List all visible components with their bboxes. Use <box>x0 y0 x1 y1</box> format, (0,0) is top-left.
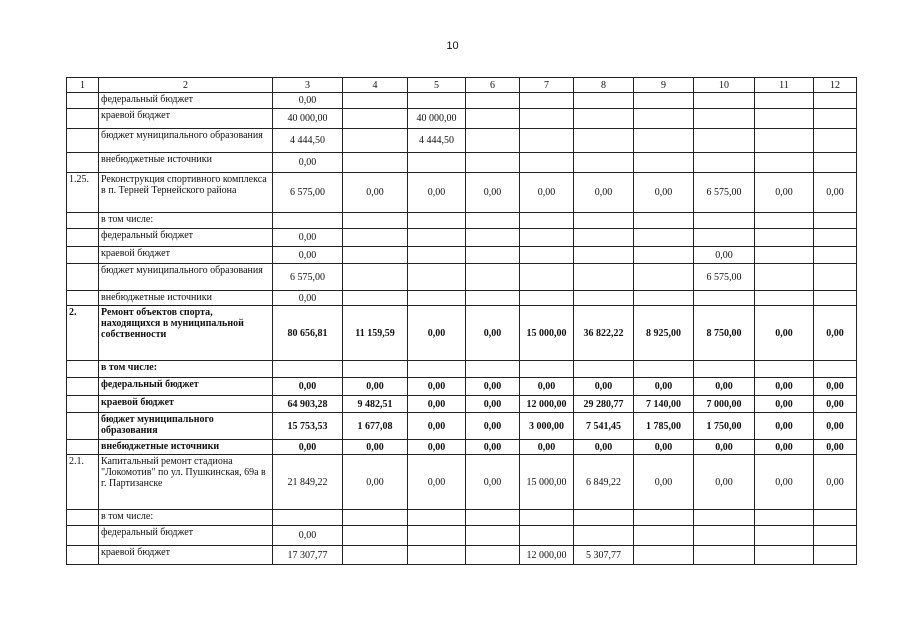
value-cell <box>755 213 814 229</box>
column-header: 8 <box>574 78 634 93</box>
value-cell: 0,00 <box>634 455 694 510</box>
value-cell: 8 925,00 <box>634 306 694 361</box>
value-cell: 5 307,77 <box>574 546 634 565</box>
value-cell: 15 000,00 <box>520 306 574 361</box>
column-header: 4 <box>343 78 408 93</box>
value-cell <box>755 93 814 109</box>
value-cell: 11 159,59 <box>343 306 408 361</box>
value-cell <box>520 291 574 306</box>
row-name-cell: в том числе: <box>99 213 273 229</box>
value-cell <box>466 129 520 153</box>
row-name-cell: Ремонт объектов спорта, находящихся в муниципальной собственности <box>99 306 273 361</box>
value-cell <box>408 361 466 378</box>
value-cell: 0,00 <box>694 378 755 396</box>
value-cell: 0,00 <box>408 378 466 396</box>
value-cell <box>574 526 634 546</box>
value-cell <box>574 109 634 129</box>
value-cell: 0,00 <box>574 440 634 455</box>
value-cell <box>814 229 857 247</box>
row-name-cell: краевой бюджет <box>99 396 273 413</box>
row-index-cell <box>67 229 99 247</box>
value-cell <box>574 291 634 306</box>
row-name-cell: федеральный бюджет <box>99 229 273 247</box>
value-cell <box>408 153 466 173</box>
value-cell: 0,00 <box>755 455 814 510</box>
value-cell <box>634 361 694 378</box>
value-cell <box>574 247 634 264</box>
value-cell: 40 000,00 <box>408 109 466 129</box>
table-row <box>67 546 857 565</box>
value-cell <box>755 129 814 153</box>
value-cell: 0,00 <box>273 378 343 396</box>
value-cell <box>694 153 755 173</box>
value-cell: 0,00 <box>814 378 857 396</box>
row-index-cell <box>67 510 99 526</box>
row-index-cell <box>67 378 99 396</box>
value-cell <box>408 229 466 247</box>
value-cell: 6 849,22 <box>574 455 634 510</box>
value-cell: 29 280,77 <box>574 396 634 413</box>
value-cell <box>466 213 520 229</box>
value-cell <box>343 93 408 109</box>
value-cell: 0,00 <box>408 455 466 510</box>
value-cell <box>343 153 408 173</box>
value-cell: 0,00 <box>694 440 755 455</box>
row-name-cell: краевой бюджет <box>99 247 273 264</box>
value-cell <box>520 93 574 109</box>
value-cell: 0,00 <box>408 173 466 213</box>
value-cell <box>814 213 857 229</box>
value-cell: 21 849,22 <box>273 455 343 510</box>
page-number: 10 <box>446 40 459 52</box>
row-name-cell: бюджет муниципального образования <box>99 264 273 291</box>
table-row <box>67 247 857 264</box>
value-cell <box>814 129 857 153</box>
value-cell <box>466 264 520 291</box>
value-cell <box>574 129 634 153</box>
value-cell <box>814 264 857 291</box>
value-cell <box>466 291 520 306</box>
value-cell: 0,00 <box>814 306 857 361</box>
value-cell: 1 785,00 <box>634 413 694 440</box>
row-index-cell: 1.25. <box>67 173 99 213</box>
row-index-cell <box>67 247 99 264</box>
value-cell: 3 000,00 <box>520 413 574 440</box>
column-header: 11 <box>755 78 814 93</box>
value-cell <box>520 510 574 526</box>
table-row <box>67 306 857 361</box>
value-cell <box>814 510 857 526</box>
value-cell <box>634 546 694 565</box>
value-cell <box>634 526 694 546</box>
value-cell <box>408 526 466 546</box>
value-cell: 0,00 <box>273 229 343 247</box>
value-cell <box>343 510 408 526</box>
value-cell: 0,00 <box>273 526 343 546</box>
column-header: 12 <box>814 78 857 93</box>
row-index-cell <box>67 153 99 173</box>
value-cell: 15 753,53 <box>273 413 343 440</box>
value-cell <box>814 526 857 546</box>
value-cell <box>408 546 466 565</box>
value-cell: 0,00 <box>408 396 466 413</box>
table-row <box>67 93 857 109</box>
value-cell: 0,00 <box>755 173 814 213</box>
value-cell <box>343 264 408 291</box>
value-cell <box>755 291 814 306</box>
column-header: 9 <box>634 78 694 93</box>
value-cell <box>574 213 634 229</box>
value-cell: 1 677,08 <box>343 413 408 440</box>
value-cell: 0,00 <box>814 173 857 213</box>
table-row <box>67 129 857 153</box>
value-cell <box>574 264 634 291</box>
value-cell <box>634 291 694 306</box>
value-cell <box>755 526 814 546</box>
value-cell <box>694 291 755 306</box>
value-cell <box>466 247 520 264</box>
value-cell <box>574 153 634 173</box>
value-cell <box>694 526 755 546</box>
value-cell: 0,00 <box>466 413 520 440</box>
value-cell <box>408 264 466 291</box>
value-cell <box>343 213 408 229</box>
column-header: 10 <box>694 78 755 93</box>
table-row <box>67 264 857 291</box>
table-row <box>67 173 857 213</box>
value-cell <box>634 229 694 247</box>
value-cell <box>520 526 574 546</box>
value-cell <box>574 229 634 247</box>
value-cell: 0,00 <box>273 247 343 264</box>
row-name-cell: внебюджетные источники <box>99 291 273 306</box>
row-name-cell: в том числе: <box>99 510 273 526</box>
value-cell: 0,00 <box>755 440 814 455</box>
row-index-cell <box>67 109 99 129</box>
value-cell: 0,00 <box>574 378 634 396</box>
value-cell <box>694 93 755 109</box>
value-cell <box>694 229 755 247</box>
value-cell: 0,00 <box>466 396 520 413</box>
value-cell: 0,00 <box>343 378 408 396</box>
value-cell <box>814 153 857 173</box>
value-cell <box>814 109 857 129</box>
value-cell: 0,00 <box>634 440 694 455</box>
column-header: 6 <box>466 78 520 93</box>
value-cell <box>694 109 755 129</box>
row-index-cell <box>67 213 99 229</box>
value-cell: 17 307,77 <box>273 546 343 565</box>
table-row <box>67 440 857 455</box>
value-cell <box>520 229 574 247</box>
value-cell: 64 903,28 <box>273 396 343 413</box>
value-cell <box>520 361 574 378</box>
value-cell: 0,00 <box>520 173 574 213</box>
value-cell: 7 541,45 <box>574 413 634 440</box>
column-header: 2 <box>99 78 273 93</box>
value-cell <box>343 291 408 306</box>
value-cell: 0,00 <box>520 440 574 455</box>
value-cell <box>755 153 814 173</box>
value-cell <box>634 153 694 173</box>
value-cell: 15 000,00 <box>520 455 574 510</box>
row-index-cell <box>67 396 99 413</box>
value-cell: 7 140,00 <box>634 396 694 413</box>
value-cell <box>694 546 755 565</box>
value-cell <box>634 247 694 264</box>
row-index-cell: 2. <box>67 306 99 361</box>
value-cell: 36 822,22 <box>574 306 634 361</box>
value-cell <box>408 247 466 264</box>
row-index-cell <box>67 93 99 109</box>
row-name-cell: краевой бюджет <box>99 546 273 565</box>
value-cell <box>694 510 755 526</box>
table-row <box>67 153 857 173</box>
value-cell <box>694 361 755 378</box>
value-cell <box>466 153 520 173</box>
value-cell: 4 444,50 <box>273 129 343 153</box>
value-cell <box>343 546 408 565</box>
table-row <box>67 361 857 378</box>
table-row <box>67 396 857 413</box>
value-cell <box>466 109 520 129</box>
row-index-cell <box>67 361 99 378</box>
value-cell <box>343 129 408 153</box>
value-cell: 0,00 <box>466 173 520 213</box>
row-index-cell <box>67 413 99 440</box>
value-cell <box>814 93 857 109</box>
value-cell: 0,00 <box>574 173 634 213</box>
value-cell <box>574 361 634 378</box>
value-cell <box>466 526 520 546</box>
value-cell <box>574 93 634 109</box>
value-cell <box>466 229 520 247</box>
value-cell: 0,00 <box>343 455 408 510</box>
column-header: 7 <box>520 78 574 93</box>
budget-table <box>66 77 857 565</box>
value-cell: 0,00 <box>343 173 408 213</box>
value-cell <box>273 510 343 526</box>
value-cell <box>814 361 857 378</box>
row-index-cell <box>67 546 99 565</box>
value-cell: 12 000,00 <box>520 546 574 565</box>
value-cell: 6 575,00 <box>273 173 343 213</box>
value-cell: 8 750,00 <box>694 306 755 361</box>
value-cell: 80 656,81 <box>273 306 343 361</box>
value-cell <box>755 546 814 565</box>
value-cell <box>466 361 520 378</box>
row-name-cell: внебюджетные источники <box>99 440 273 455</box>
value-cell: 6 575,00 <box>694 264 755 291</box>
value-cell: 0,00 <box>814 440 857 455</box>
value-cell: 6 575,00 <box>694 173 755 213</box>
value-cell <box>755 510 814 526</box>
table-row <box>67 291 857 306</box>
value-cell <box>343 247 408 264</box>
value-cell <box>634 93 694 109</box>
value-cell <box>343 229 408 247</box>
value-cell <box>694 129 755 153</box>
table-row <box>67 510 857 526</box>
value-cell <box>574 510 634 526</box>
value-cell <box>814 291 857 306</box>
value-cell <box>634 264 694 291</box>
row-index-cell <box>67 264 99 291</box>
value-cell: 0,00 <box>634 378 694 396</box>
value-cell: 0,00 <box>273 93 343 109</box>
value-cell <box>408 213 466 229</box>
value-cell: 4 444,50 <box>408 129 466 153</box>
value-cell <box>343 526 408 546</box>
value-cell: 0,00 <box>408 413 466 440</box>
value-cell <box>520 129 574 153</box>
row-name-cell: Реконструкция спортивного комплекса в п. Терней Тернейского района <box>99 173 273 213</box>
row-name-cell: бюджет муниципального образования <box>99 129 273 153</box>
value-cell: 12 000,00 <box>520 396 574 413</box>
value-cell: 6 575,00 <box>273 264 343 291</box>
value-cell: 0,00 <box>408 306 466 361</box>
value-cell: 7 000,00 <box>694 396 755 413</box>
value-cell <box>755 229 814 247</box>
value-cell <box>814 546 857 565</box>
table-row <box>67 213 857 229</box>
value-cell <box>408 93 466 109</box>
value-cell: 0,00 <box>343 440 408 455</box>
value-cell <box>343 109 408 129</box>
value-cell <box>814 247 857 264</box>
value-cell <box>520 264 574 291</box>
value-cell <box>408 510 466 526</box>
row-name-cell: в том числе: <box>99 361 273 378</box>
value-cell <box>755 247 814 264</box>
value-cell <box>755 109 814 129</box>
value-cell: 0,00 <box>466 455 520 510</box>
row-name-cell: федеральный бюджет <box>99 526 273 546</box>
value-cell <box>694 213 755 229</box>
table-header-row <box>67 78 857 93</box>
value-cell: 9 482,51 <box>343 396 408 413</box>
column-header: 3 <box>273 78 343 93</box>
value-cell: 0,00 <box>466 378 520 396</box>
row-name-cell: федеральный бюджет <box>99 93 273 109</box>
column-header: 5 <box>408 78 466 93</box>
value-cell: 0,00 <box>755 378 814 396</box>
value-cell: 0,00 <box>694 455 755 510</box>
table-row <box>67 378 857 396</box>
table-row <box>67 455 857 510</box>
value-cell: 0,00 <box>755 306 814 361</box>
value-cell: 0,00 <box>634 173 694 213</box>
value-cell: 0,00 <box>755 413 814 440</box>
row-index-cell <box>67 291 99 306</box>
table-row <box>67 229 857 247</box>
value-cell: 0,00 <box>466 440 520 455</box>
value-cell: 0,00 <box>814 413 857 440</box>
value-cell: 0,00 <box>520 378 574 396</box>
row-index-cell: 2.1. <box>67 455 99 510</box>
row-name-cell: бюджет муниципального образования <box>99 413 273 440</box>
value-cell <box>466 546 520 565</box>
value-cell <box>634 213 694 229</box>
row-name-cell: краевой бюджет <box>99 109 273 129</box>
row-name-cell: Капитальный ремонт стадиона "Локомотив" по ул. Пушкинская, 69а в г. Партизанске <box>99 455 273 510</box>
value-cell <box>273 361 343 378</box>
value-cell <box>466 93 520 109</box>
value-cell <box>755 361 814 378</box>
value-cell: 0,00 <box>814 455 857 510</box>
value-cell <box>408 291 466 306</box>
value-cell: 0,00 <box>273 153 343 173</box>
column-header: 1 <box>67 78 99 93</box>
value-cell: 0,00 <box>408 440 466 455</box>
row-index-cell <box>67 129 99 153</box>
value-cell <box>466 510 520 526</box>
value-cell <box>634 510 694 526</box>
value-cell <box>520 247 574 264</box>
row-name-cell: федеральный бюджет <box>99 378 273 396</box>
value-cell <box>520 109 574 129</box>
row-index-cell <box>67 440 99 455</box>
value-cell: 0,00 <box>694 247 755 264</box>
row-name-cell: внебюджетные источники <box>99 153 273 173</box>
value-cell: 40 000,00 <box>273 109 343 129</box>
table-body <box>67 93 857 565</box>
value-cell: 0,00 <box>273 440 343 455</box>
value-cell: 0,00 <box>466 306 520 361</box>
table-row <box>67 109 857 129</box>
value-cell: 0,00 <box>755 396 814 413</box>
value-cell <box>634 129 694 153</box>
table-row <box>67 413 857 440</box>
value-cell <box>755 264 814 291</box>
value-cell <box>343 361 408 378</box>
value-cell <box>273 213 343 229</box>
value-cell <box>634 109 694 129</box>
value-cell <box>520 153 574 173</box>
row-index-cell <box>67 526 99 546</box>
table-row <box>67 526 857 546</box>
value-cell: 1 750,00 <box>694 413 755 440</box>
value-cell: 0,00 <box>273 291 343 306</box>
value-cell <box>520 213 574 229</box>
value-cell: 0,00 <box>814 396 857 413</box>
